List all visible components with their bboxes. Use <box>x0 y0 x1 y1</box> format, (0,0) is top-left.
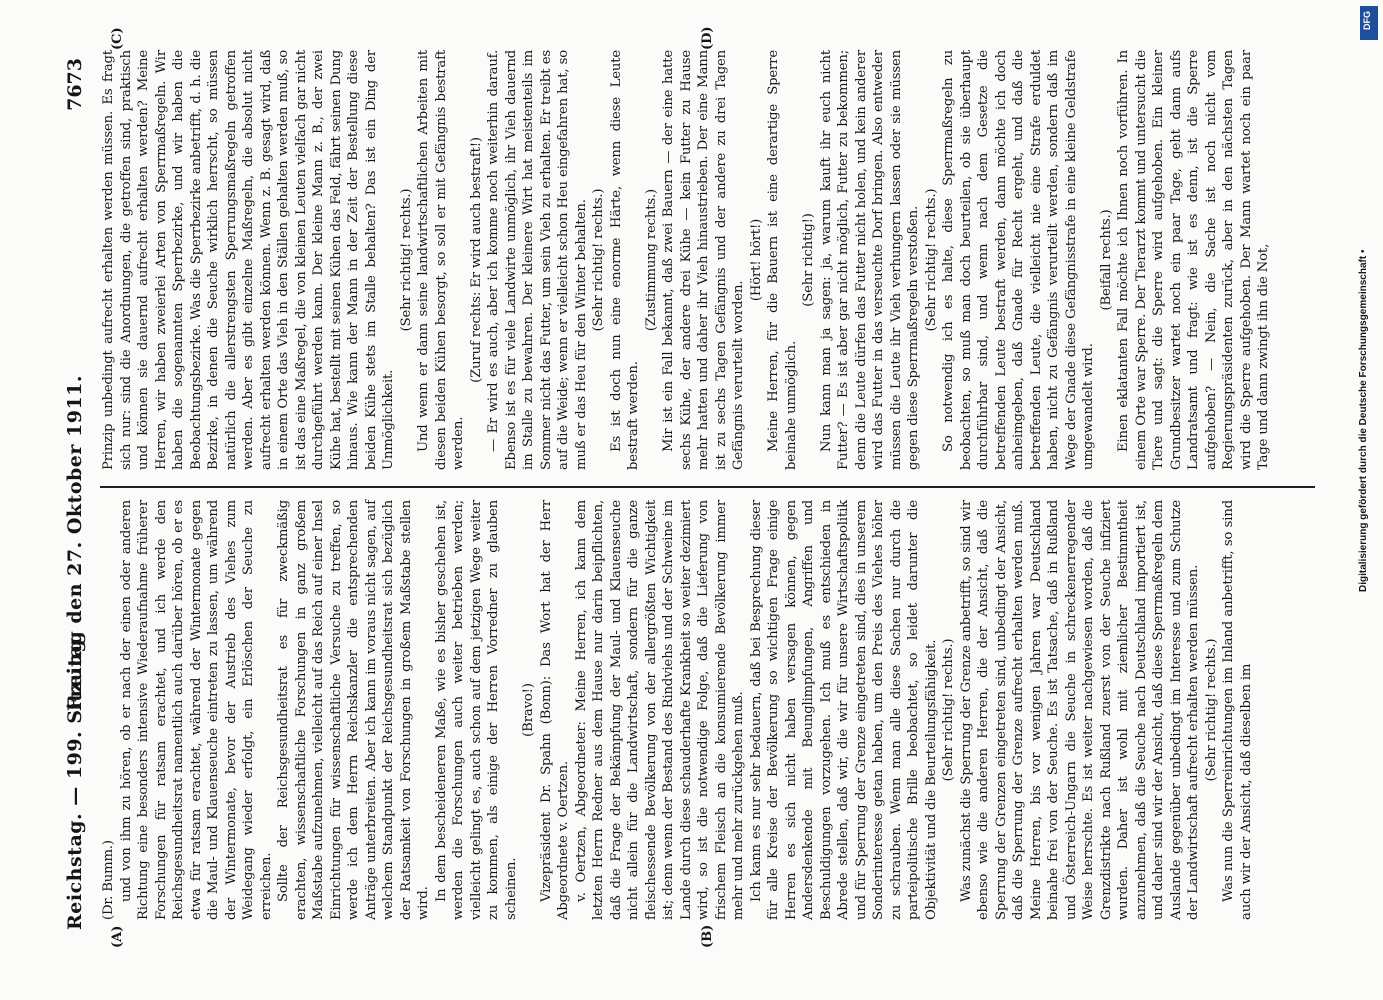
right-column <box>100 50 1273 470</box>
page-number: 7673 <box>64 58 86 111</box>
paragraph: — Er wird es auch, aber ich komme noch weiterhin darauf. Ebenso ist es für viele Landwirte unmöglich, ihr Vieh dauernd im Stalle zu bewahren. Der kleinere Wirt hat meistenteils im Sommer nicht das Futter, um sein Vieh zu erhalten. Er treibt es auf die Weide; wenn er vielleicht schon Heu eingefahren hat, so muß er das Heu für den Winter behalten. <box>486 50 589 470</box>
header-date: Freitag den 27. Oktober 1911. <box>64 375 86 712</box>
paragraph: Mir ist ein Fall bekannt, daß zwei Bauern — der eine hatte sechs Kühe, der andere drei Kühe — kein Futter zu Hause mehr hatten und daher ihr Vieh hinaustrieben. Der eine Mann ist zu sechs Tagen Gefängnis und der andere zu drei Tagen Gefängnis verurteilt worden. <box>661 50 746 470</box>
page-header <box>64 40 98 950</box>
interjection: (Sehr richtig! rechts.) <box>941 638 956 782</box>
margin-marker-b: (B) <box>700 924 715 948</box>
paragraph: Es ist doch nun eine enorme Härte, wenn diese Leute bestraft werden. <box>608 50 641 470</box>
interjection: (Sehr richtig! rechts.) <box>1203 638 1219 782</box>
interjection: (Hört! hört!) <box>748 218 764 302</box>
margin-marker-d: (D) <box>700 26 715 50</box>
paragraph: Prinzip unbedingt aufrecht erhalten werden müssen. Es fragt sich nur: sind die Anordnungen, die getroffen sind, praktisch und können sie dauernd aufrecht erhalten werden? Meine Herren, wir haben zweierlei Arten von Sperrmaßregeln. Wir haben die sogenannten Sperrbezirke, und wir haben die Beobachtungsbezirke. Was die Sperrbezirke anbetrifft, d. h. die Bezirke, in denen die Seuche wirklich herrscht, so müssen natürlich die allerstrengsten Sperrungsmaßregeln getroffen werden. Aber es gibt einzelne Maßregeln, die absolut nicht aufrecht erhalten werden können. Wenn z. B. gesagt wird, daß in einem Orte das Vieh in den Ställen gehalten werden muß, so ist das eine Maßregel, die von kleinen Leuten vielfach gar nicht durchgeführt werden kann. Der kleine Mann z. B., der zwei Kühe hat, bestellt mit seinen Kühen das Feld, fährt seinen Dung hinaus. Wie kann der Mann in der Zeit der Bestellung diese beiden Kühe stets im Stalle behalten? Das ist ein Ding der Unmöglichkeit. <box>101 50 396 470</box>
paragraph: Einen eklatanten Fall möchte ich Ihnen noch vorführen. In einem Orte war Sperre. Der Tierarzt kommt und untersucht die Tiere und sagt: die Sperre wird aufgehoben. Ein kleiner Grundbesitzer wartet noch ein paar Tage, geht dann aufs Landratsamt und fragt: wie ist es denn, ist die Sperre aufgehoben? — Nein, die Sache ist noch nicht vom Regierungspräsidenten zurück, aber in den nächsten Tagen wird die Sperre aufgehoben. Der Mann wartet noch ein paar Tage und dann zwingt ihn die Not, <box>1116 50 1271 470</box>
paragraph: Vizepräsident Dr. Spahn (Bonn): Das Wort hat der Herr Abgeordnete v. Oertzen. <box>538 500 571 920</box>
paragraph: Ich kann es nur sehr bedauern, daß bei Besprechung dieser für alle Kreise der Bevölkerung so wichtigen Frage einige Herren es sich nicht haben versagen können, gegen Andersdenkende mit Beunglimpfungen, Angriffen und Beschuldigungen vorzugehen. Ich muß es entschieden in Abrede stellen, daß wir, die wir für unsere Wirtschaftspolitik und für Sperrung der Grenze eingetreten sind, dies in unserem Sonderinteresse getan haben, um den Preis des Viehes höher zu schrauben. Wenn man alle diese Sachen nur durch die parteipolitische Brille beobachtet, so leidet darunter die Objektivität und die Beurteilungsfähigkeit. <box>748 500 939 920</box>
interjection: (Zuruf rechts: Er wird auch bestraft!) <box>468 137 484 383</box>
paragraph: Und wenn er dann seine landwirtschaftlichen Arbeiten mit diesen beiden Kühen besorgt, so soll er mit Gefängnis bestraft werden. <box>416 50 466 470</box>
credit-text: Digitalisierung gefördert durch die Deutsche Forschungsgemeinschaft • <box>1358 249 1369 592</box>
paragraph: In dem bescheideneren Maße, wie es bisher geschehen ist, werden die Forschungen auch weiter betrieben werden; vielleicht gelingt es, auch schon auf dem jetzigen Wege weiter zu kommen, als einige der Herren Vorredner zu glauben scheinen. <box>433 500 519 920</box>
paragraph: Sollte der Reichsgesundheitsrat es für zweckmäßig erachten, wissenschaftliche Forschungen in ganz großem Maßstabe aufzunehmen, vielleicht auf das Reich auf einer Insel Einrichtungen für wissenschaftliche Versuche zu treffen, so werde ich dem Herrn Reichskanzler die entsprechenden Anträge unterbreiten. Aber ich kann im voraus nicht sagen, auf welchem Standpunkt der Reichsgesundheitsrat sich bezüglich der Ratsamkeit von Forschungen in großem Maßstabe stellen wird. <box>276 500 431 920</box>
interjection: (Sehr richtig! rechts.) <box>923 188 939 332</box>
header-session: Reichstag. — 199. Sitzung. <box>64 631 86 930</box>
left-column <box>100 500 1255 920</box>
paragraph: Was zunächst die Sperrung der Grenze anbetrifft, so sind wir ebenso wie die anderen Herren, die der Ansicht, daß die Sperrung der Grenzen eingetreten sind, unbedingt der Ansicht, daß die Sperrung der Grenze aufrecht erhalten werden muß. Meine Herren, bis vor wenigen Jahren war Deutschland beinahe frei von der Seuche. Es ist Tatsache, daß in Rußland und Österreich-Ungarn die Seuche in schreckenerregender Weise herrschte. Es ist weiter nachgewiesen worden, daß die Grenzdistrikte nach Rußland zuerst von der Seuche infiziert wurden. Daher ist wohl mit ziemlicher Bestimmtheit anzunehmen, daß die Seuche nach Deutschland importiert ist, und daher sind wir der Ansicht, daß diese Sperrmaßregeln dem Auslande gegenüber unbedingt im Interesse und zum Schutze der Landwirtschaft aufrecht erhalten werden müssen. <box>958 500 1201 920</box>
dfg-logo: DFG <box>1360 6 1378 40</box>
interjection: (Bravo!) <box>521 683 536 737</box>
paragraph: Nun kann man ja sagen: ja, warum kauft ihr euch nicht Futter? — Es ist aber gar nicht möglich, Futter zu bekommen; denn die Leute dürfen das Futter nicht holen, und kein anderer wird das Futter in das verseuchte Dorf bringen. Also entweder müssen die Leute ihr Vieh verhungern lassen oder sie müssen gegen diese Sperrmaßregeln verstoßen. <box>818 50 921 470</box>
interjection: (Zustimmung rechts.) <box>643 188 659 332</box>
interjection: (Sehr richtig! rechts.) <box>398 188 414 332</box>
speaker-note: (Dr. Bumm.) <box>101 840 116 920</box>
paragraph: v. Oertzen, Abgeordneter: Meine Herren, ich kann dem letzten Herrn Redner aus dem Hause nur darin beipflichten, daß die Frage der Bekämpfung der Maul- und Klauenseuche nicht allein für die Landwirtschaft, sondern für die ganze fleischessende Bevölkerung von der allergrößten Wichtigkeit ist; denn wenn der Bestand des Rindviehs und der Schweine im Lande durch diese schauderhafte Krankheit so weiter dezimiert wird, so ist die notwendige Folge, daß die Lieferung von frischem Fleisch an die konsumierende Bevölkerung immer mehr und mehr zurückgehen muß. <box>573 500 746 920</box>
paragraph: und von ihm zu hören, ob er nach der einen oder anderen Richtung eine besonders intensive Wiederaufnahme früherer Forschungen für ratsam erachtet, und ich werde den Reichsgesundheitsrat namentlich auch darüber hören, ob er es etwa für ratsam erachtet, während der Wintermonate gegen die Maul- und Klauenseuche eintreten zu lassen, um während der Wintermonate, bevor der Austrieb des Viehes zum Weidegang wieder erfolgt, ein Erlöschen der Seuche zu erreichen. <box>118 500 274 920</box>
paragraph: Was nun die Sperreinrichtungen im Inland anbetrifft, so sind auch wir der Ansicht, daß dieselben im <box>1221 500 1254 920</box>
paragraph: Meine Herren, für die Bauern ist eine derartige Sperre beinahe unmöglich. <box>766 50 799 470</box>
margin-marker-a: (A) <box>110 925 125 948</box>
interjection: (Sehr richtig!) <box>801 213 816 307</box>
interjection: (Beifall rechts.) <box>1098 209 1114 311</box>
column-divider <box>100 486 1315 488</box>
margin-marker-c: (C) <box>110 27 125 50</box>
paragraph: So notwendig ich es halte, diese Sperrmaßregeln zu beobachten, so muß man doch beurteilen, ob sie überhaupt durchführbar sind, und wenn nach dem Gesetze die betreffenden Leute bestraft werden, dann möchte ich doch anheimgeben, daß Gnade für Recht ergeht, und daß die betreffenden Leute, die vielleicht nie eine Strafe erduldet haben, nicht zu Gefängnis verurteilt werden, sondern daß im Wege der Gnade diese Gefängnisstrafe in eine kleine Geldstrafe umgewandelt wird. <box>941 50 1096 470</box>
interjection: (Sehr richtig! rechts.) <box>591 188 606 332</box>
digitization-credit <box>1358 12 1378 592</box>
